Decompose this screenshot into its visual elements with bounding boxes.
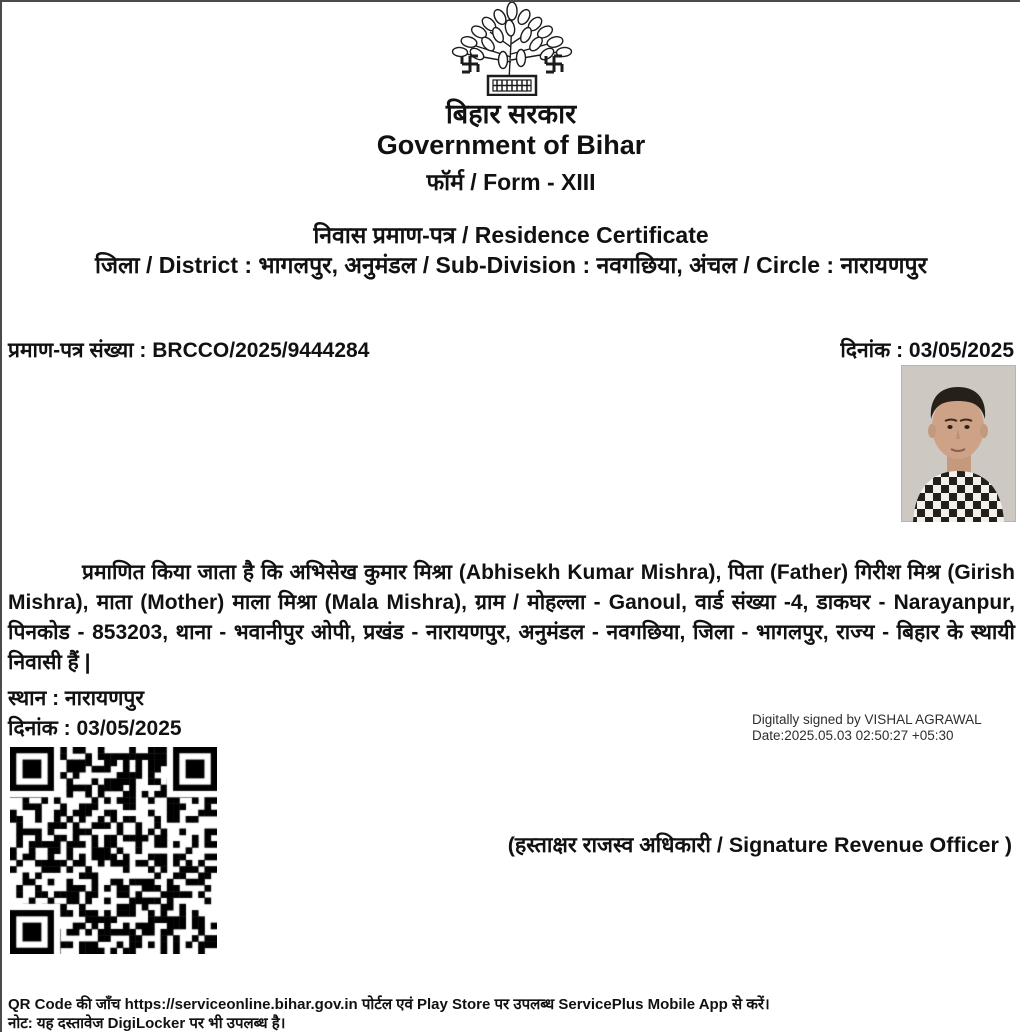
revenue-officer-signature-caption: (हस्ताक्षर राजस्व अधिकारी / Signature Revenue Officer ) xyxy=(507,833,1012,857)
footer-qr-verification-note: QR Code की जाँच https://serviceonline.bihar.gov.in पोर्टल एवं Play Store पर उपलब्ध ServicePlus Mobile App से करें। xyxy=(8,996,770,1013)
digital-signature-block xyxy=(752,712,1012,743)
applicant-photo xyxy=(901,365,1016,522)
applicant-photo-graphic xyxy=(901,365,1016,522)
certificate-number: प्रमाण-पत्र संख्या : BRCCO/2025/9444284 xyxy=(8,339,370,362)
certificate-body-paragraph: प्रमाणित किया जाता है कि अभिसेख कुमार मिश्रा (Abhisekh Kumar Mishra), पिता (Father) गिरीश मिश्र (Girish Mishra), माता (Mother) माला मिश्रा (Mala Mishra), ग्राम / मोहल्ला - Ganoul, वार्ड संख्या -4, डाकघर - Narayanpur, पिनकोड - 853203, थाना - भवानीपुर ओपी, प्रखंड - नारायणपुर, अनुमंडल - नवगछिया, जिला - भागलपुर, राज्य - बिहार के स्थायी निवासी हैं | xyxy=(8,561,1015,674)
meta-row xyxy=(8,336,1014,364)
certificate-title: निवास प्रमाण-पत्र / Residence Certificate xyxy=(313,222,709,248)
org-name-hindi: बिहार सरकार xyxy=(445,99,577,129)
certificate-date: दिनांक : 03/05/2025 xyxy=(840,339,1014,362)
footer-digilocker-note: नोट: यह दस्तावेज DigiLocker पर भी उपलब्ध है। xyxy=(8,1015,286,1032)
qr-code xyxy=(10,747,217,954)
digital-signature-signer: Digitally signed by VISHAL AGRAWAL xyxy=(752,712,982,727)
district-subdivision-circle-line: जिला / District : भागलपुर, अनुमंडल / Sub-Division : नवगछिया, अंचल / Circle : नारायणपुर xyxy=(95,252,927,278)
digital-signature-timestamp: Date:2025.05.03 02:50:27 +05:30 xyxy=(752,727,954,743)
org-name-english: Government of Bihar xyxy=(376,130,646,160)
bodhi-tree-emblem-graphic xyxy=(442,2,582,96)
bihar-government-emblem xyxy=(442,2,582,96)
issue-date: दिनांक : 03/05/2025 xyxy=(8,717,182,740)
issue-place: स्थान : नारायणपुर xyxy=(8,687,144,710)
form-number-line: फॉर्म / Form - XIII xyxy=(426,169,596,195)
